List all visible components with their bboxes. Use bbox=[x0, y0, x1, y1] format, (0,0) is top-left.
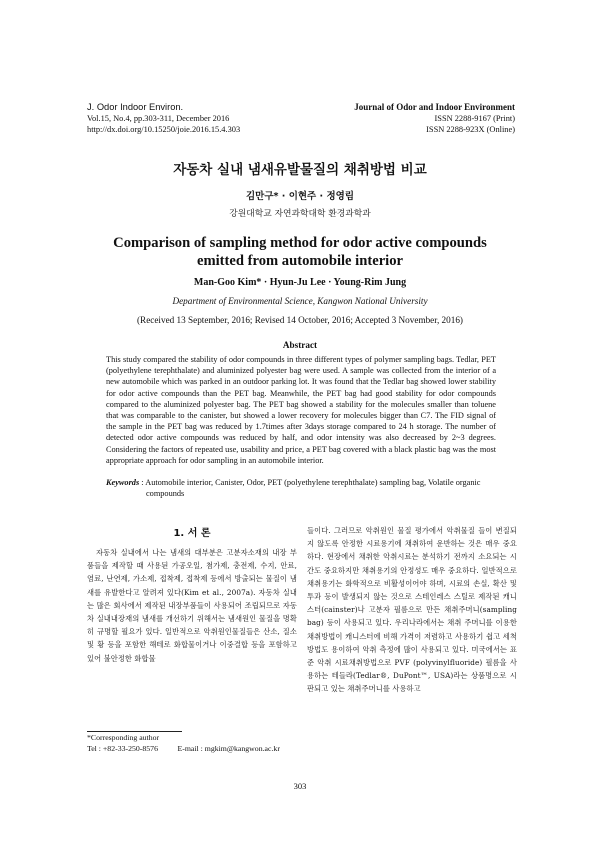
right-column-paragraph: 들이다. 그러므로 악취원인 물질 평가에서 악취물질 들이 변질되지 않도록 안정한 시료용기에 채취하여 운반하는 것은 매우 중요하다. 현장에서 채취한 악취시료는 분석하기 전까지 소요되는 시간도 중요하지만 채취용기의 안정성도 매우 중요하다. 일반적으로 채취용기는 화학적으로 비활성이어야 하며, 시료의 손실, 확산 및 투과 등이 발생되지 않는 것으로 스테인레스 스틸로 제작된 캐니스터(cainster)나 고분자 필름으로 만든 채취주머니(sampling bag) 등이 사용되고 있다. 우리나라에서는 채취 주머니를 이용한 채취방법이 캐니스터에 비해 가격이 저렴하고 사용하기 쉽고 세척 방법도 용이하여 악취 측정에 많이 사용되고 있다. 미국에서는 표준 악취 시료채취방법으로 PVF (polyvinylfluoride) 필름을 사용하는 테들라(Tedlar®, DuPont™, USA)라는 상품명으로 시판되고 있는 채취주머니를 사용하고 bbox=[307, 526, 517, 694]
journal-header-right bbox=[354, 102, 515, 136]
issn-print: ISSN 2288-9167 (Print) bbox=[434, 114, 515, 124]
keywords bbox=[106, 477, 496, 499]
journal-short-name: J. Odor Indoor Environ. bbox=[87, 102, 184, 112]
journal-header-left bbox=[87, 102, 240, 136]
corresponding-author-contact: Tel : +82-33-250-8576 E-mail : mgkim@kangwon.ac.kr bbox=[87, 743, 280, 753]
abstract-text: This study compared the stability of odor compounds in three different types of polymer sampling bags. Tedlar, PET (polyethylene terephthalate) and aluminized polyester bag were used. A sample was collected from the interior of a new automobile which was parked in an outdoor parking lot. It was found that the Tedlar bag showed lower stability for odor active compounds than the PET bag. Meanwhile, the PET bag had good stability for odor compounds compared to the aluminized polyester bag. The PET bag showed a stability for the molecules smaller than toluene that was comparable to the canister, but showed a lower recovery for molecules bigger than C7. The FID signal of the sample in the PET bag was reduced by 1.7times after 3days storage compared to 24 h storage. The number of detected odor active compounds was reduced by half, and odor intensity was also decreased by 2~3 degrees. Considering the factors of repeated use, usability and price, a PET bag covered with a black plastic bag was the most appropriate approach for odor sampling in an automobile interior. bbox=[106, 355, 496, 465]
keywords-line1: : Automobile interior, Canister, Odor, PET (polyethylene terephthalate) sampling bag, Volatile organic bbox=[141, 478, 481, 487]
affiliation-korean: 강원대학교 자연과학대학 환경과학과 bbox=[229, 209, 371, 219]
keywords-line2: compounds bbox=[146, 489, 185, 499]
issn-online: ISSN 2288-923X (Online) bbox=[426, 125, 515, 135]
right-column bbox=[307, 524, 517, 696]
doi-link[interactable]: http://dx.doi.org/10.15250/joie.2016.15.4.303 bbox=[87, 125, 241, 135]
left-column bbox=[87, 524, 297, 665]
section-heading-introduction: 1. 서 론 bbox=[173, 528, 211, 539]
volume-info: Vol.15, No.4, pp.303-311, December 2016 bbox=[87, 114, 230, 124]
corresponding-author-label: *Corresponding author bbox=[87, 733, 160, 742]
page-number: 303 bbox=[293, 781, 307, 791]
introduction-paragraph: 자동차 실내에서 나는 냄새의 대부분은 고분자소재의 내장 부품들을 제작할 때 사용된 가공오일, 첨가제, 충전제, 수지, 안료, 염료, 난연제, 가소제, 접착제, 접착제 등에서 방출되는 물질이 냄새를 유발한다고 알려져 있다(Kim et al., 2007a). 자동차 실내는 많은 회사에서 제작된 내장부품들이 사용되어 조립되므로 자동차 실내내장재의 냄새를 개선하기 위해서는 냄새원인 물질을 명확히 규명할 필요가 있다. 일반적으로 악취원인물질들은 산소, 질소 및 황 등을 포함한 해테로 화합물이거나 이중결합 등을 포함하고 있어 불안정한 화합물 bbox=[87, 548, 297, 663]
footnote-divider bbox=[87, 731, 182, 732]
footnote bbox=[87, 733, 280, 754]
title-english: Comparison of sampling method for odor active compounds emitted from automobile interior bbox=[113, 235, 487, 269]
received-dates: (Received 13 September, 2016; Revised 14 October, 2016; Accepted 3 November, 2016) bbox=[137, 315, 463, 325]
abstract-heading: Abstract bbox=[282, 340, 318, 350]
keywords-label: Keywords bbox=[106, 478, 140, 487]
title-korean: 자동차 실내 냄새유발물질의 채취방법 비교 bbox=[173, 162, 427, 178]
authors-korean: 김만구* · 이현주 · 정영림 bbox=[245, 191, 354, 202]
authors-english: Man-Goo Kim* · Hyun-Ju Lee · Young-Rim Jung bbox=[193, 277, 407, 288]
journal-full-name: Journal of Odor and Indoor Environment bbox=[354, 102, 515, 112]
affiliation-english: Department of Environmental Science, Kangwon National University bbox=[172, 296, 428, 306]
